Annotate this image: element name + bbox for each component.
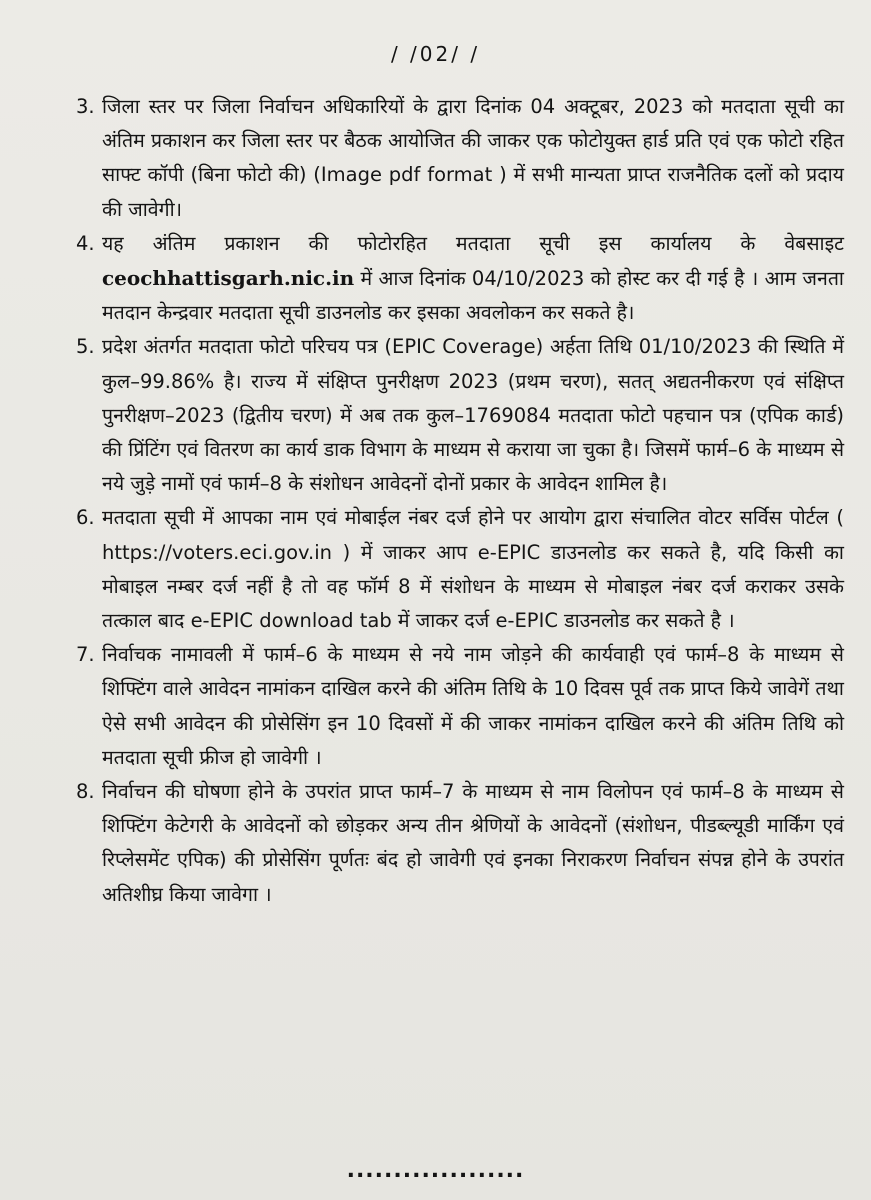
page-number: / /02/ /: [390, 42, 481, 66]
item-text: निर्वाचन की घोषणा होने के उपरांत प्राप्त फार्म–7 के माध्यम से नाम विलोपन एवं फार्म–8 के माध्यम से शिफ्टिंग केटेगरी के आवेदनों को छोड़कर अन्य तीन श्रेणियों के आवेदनों (संशोधन, पीडब्ल्यूडी मार्किंग एवं रिप्लेसमेंट एपिक) की प्रोसेसिंग पूर्णतः बंद हो जावेगी एवं इनका निराकरण निर्वाचन संपन्न होने के उपरांत अतिशीघ्र किया जावेगा ।: [102, 780, 844, 906]
list-item-4: [62, 227, 844, 331]
item-text: मतदाता सूची में आपका नाम एवं मोबाईल नंबर दर्ज होने पर आयोग द्वारा संचालित वोटर सर्विस पोर्टल ( https://voters.eci.gov.in ) में जाकर आप e-EPIC डाउनलोड कर सकते है, यदि किसी का मोबाइल नम्बर दर्ज नहीं है तो वह फॉर्म 8 में संशोधन के माध्यम से मोबाइल नंबर दर्ज कराकर उसके तत्काल बाद e-EPIC download tab में जाकर दर्ज e-EPIC डाउनलोड कर सकते है ।: [102, 506, 844, 633]
list-item-5: [62, 330, 844, 501]
list-item-6: [62, 501, 844, 638]
item-text-after-url: में आज दिनांक 04/10/2023 को होस्ट कर दी गई है । आम जनता मतदान केन्द्रवार मतदाता सूची डाउनलोड कर इसका अवलोकन कर सकते है।: [102, 267, 844, 325]
end-of-document-marker: ...................: [346, 1158, 525, 1183]
item-text: निर्वाचक नामावली में फार्म–6 के माध्यम से नये नाम जोड़ने की कार्यवाही एवं फार्म–8 के माध्यम से शिफ्टिंग वाले आवेदन नामांकन दाखिल करने की अंतिम तिथि के 10 दिवस पूर्व तक प्राप्त किये जावेगें तथा ऐसे सभी आवेदन की प्रोसेसिंग इन 10 दिवसों में की जाकर नामांकन दाखिल करने की अंतिम तिथि को मतदाता सूची फ्रीज हो जावेगी ।: [102, 643, 844, 769]
item-number: 4.: [76, 231, 95, 255]
website-url: ceochhattisgarh.nic.in: [102, 266, 355, 291]
item-number: 5.: [76, 335, 95, 359]
item-number: 3.: [76, 95, 95, 118]
item-number: 6.: [76, 506, 95, 530]
item-text: जिला स्तर पर जिला निर्वाचन अधिकारियों के द्वारा दिनांक 04 अक्टूबर, 2023 को मतदाता सूची का अंतिम प्रकाशन कर जिला स्तर पर बैठक आयोजित की जाकर एक फोटोयुक्त हार्ड प्रति एवं एक फोटो रहित साफ्ट कॉपी (बिना फोटो की) (Image pdf format ) में सभी मान्यता प्राप्त राजनैतिक दलों को प्रदाय की जावेगी।: [102, 95, 844, 221]
list-item-7: [62, 638, 844, 775]
item-number: 7.: [76, 643, 95, 667]
item-text-before-url: यह अंतिम प्रकाशन की फोटोरहित मतदाता सूची इस कार्यालय के वेबसाइट: [102, 231, 844, 255]
item-text: प्रदेश अंतर्गत मतदाता फोटो परिचय पत्र (EPIC Coverage) अर्हता तिथि 01/10/2023 की स्थिति में कुल–99.86% है। राज्य में संक्षिप्त पुनरीक्षण 2023 (प्रथम चरण), सतत् अद्यतनीकरण एवं संक्षिप्त पुनरीक्षण–2023 (द्वितीय चरण) में अब तक कुल–1769084 मतदाता फोटो पहचान पत्र (एपिक कार्ड) की प्रिंटिंग एवं वितरण का कार्य डाक विभाग के माध्यम से कराया जा चुका है। जिसमें फार्म–6 के माध्यम से नये जुड़े नामों एवं फार्म–8 के संशोधन आवेदनों दोनों प्रकार के आवेदन शामिल है।: [102, 335, 844, 496]
list-item-8: [62, 775, 844, 912]
item-text: [102, 227, 844, 331]
item-number: 8.: [76, 780, 95, 804]
list-item-3: [62, 90, 844, 227]
numbered-list: [62, 90, 844, 912]
